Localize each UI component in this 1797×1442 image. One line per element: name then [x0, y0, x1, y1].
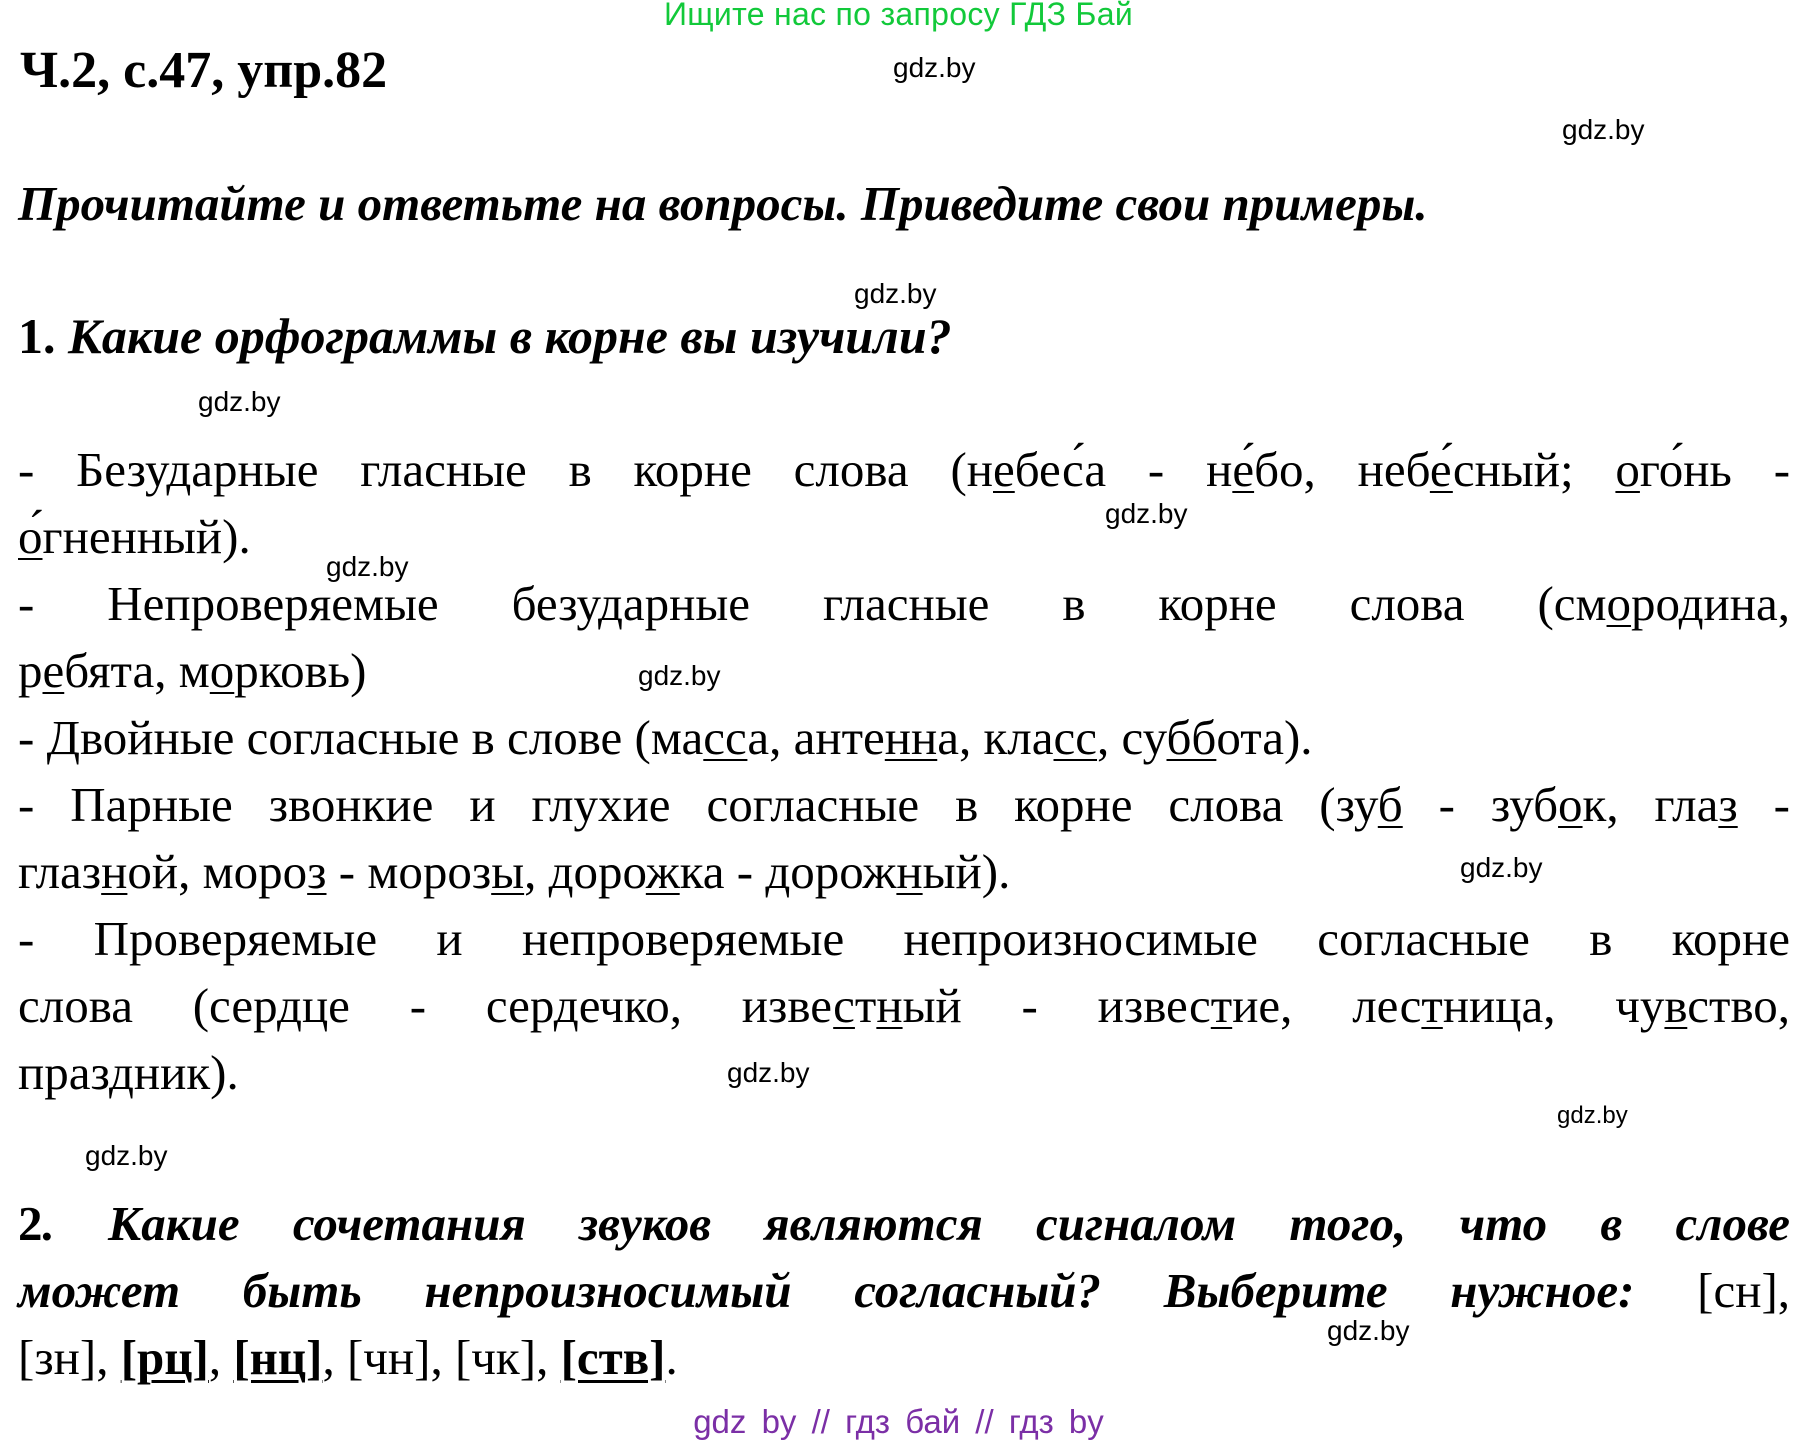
option: [зн]	[18, 1330, 97, 1385]
watermark: gdz.by	[198, 386, 281, 417]
option: [чк]	[454, 1330, 537, 1385]
task-instruction: Прочитайте и ответьте на вопросы. Приведите свои примеры.	[18, 176, 1428, 231]
answer-item-5: - Проверяемые и непроверяемые непроизносимые согласные в корне слова (сердце - сердечко, известный - известие, лестница, чувство, праздник).	[18, 911, 1790, 1100]
answer-item-3: - Двойные согласные в слове (масса, антенна, класс, суббота).	[18, 710, 1313, 765]
watermark: gdz.by	[326, 551, 409, 582]
watermark: gdz.by	[638, 660, 721, 691]
question-number: 2	[18, 1196, 43, 1251]
watermark: gdz.by	[1105, 498, 1188, 529]
option: [сн]	[1697, 1263, 1778, 1318]
search-banner: Ищите нас по запросу ГДЗ Бай	[664, 0, 1133, 32]
question-number: 1.	[18, 308, 56, 364]
watermark: gdz.by	[85, 1140, 168, 1171]
option-selected: [рц]	[120, 1330, 209, 1385]
watermark: gdz.by	[1460, 852, 1543, 883]
option-selected: [ств]	[560, 1330, 666, 1385]
watermark: gdz.by	[893, 52, 976, 83]
footer-links: gdz by // гдз бай // гдз by	[693, 1403, 1104, 1440]
question-2: 2. Какие сочетания звуков являются сигналом того, что в слове может быть непроизносимый согласный? Выберите нужное: [сн], [зн], [рц], [нц], [чн], [чк], [ств].	[18, 1196, 1791, 1385]
option-selected: [нц]	[233, 1330, 323, 1385]
watermark: gdz.by	[1562, 114, 1645, 145]
answer-item-4: - Парные звонкие и глухие согласные в корне слова (зуб - зубок, глаз - глазной, мороз - морозы, дорожка - дорожный).	[18, 777, 1790, 899]
watermark: gdz.by	[1557, 1102, 1628, 1129]
watermark: gdz.by	[727, 1057, 810, 1088]
question-text: Какие орфограммы в корне вы изучили?	[55, 308, 952, 364]
watermark: gdz.by	[854, 278, 937, 309]
watermark: gdz.by	[1327, 1315, 1410, 1346]
answer-item-1: - Безударные гласные в корне слова (небес́а - не́бо, небе́сный; ого́нь - о́гненный).	[18, 442, 1791, 564]
question-text: может быть непроизносимый согласный? Выберите нужное:	[18, 1263, 1635, 1318]
option: [чн]	[346, 1330, 431, 1385]
answer-item-2: - Непроверяемые безударные гласные в корне слова (смородина, ребята, морковь)	[18, 576, 1790, 698]
question-1	[18, 306, 952, 366]
question-text: . Какие сочетания звуков являются сигналом того, что в слове	[42, 1196, 1790, 1251]
page-title: Ч.2, с.47, упр.82	[20, 42, 388, 99]
